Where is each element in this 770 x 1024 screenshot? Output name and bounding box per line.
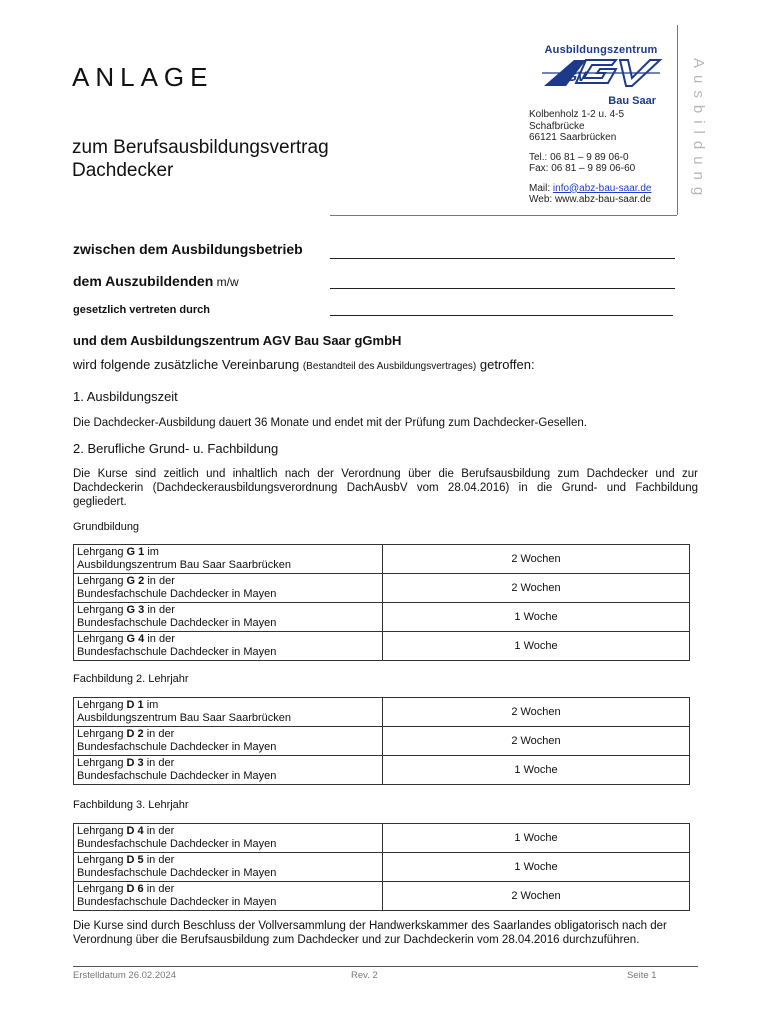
course-post: in der xyxy=(143,757,175,769)
course-pre: Lehrgang xyxy=(77,604,127,616)
section2-heading: 2. Berufliche Grund- u. Fachbildung xyxy=(73,441,279,456)
course-code: D 1 xyxy=(126,699,144,711)
course-duration: 2 Wochen xyxy=(383,574,690,603)
intro-a: wird folgende zusätzliche Vereinbarung xyxy=(73,357,303,372)
course-pre: Lehrgang xyxy=(77,546,127,558)
course-code: D 5 xyxy=(126,854,144,866)
course-duration: 2 Wochen xyxy=(383,545,690,574)
course-code: G 3 xyxy=(126,604,145,616)
address-mail-line xyxy=(529,183,651,195)
table-row xyxy=(74,853,690,882)
course-pre: Lehrgang xyxy=(77,728,127,740)
table-row xyxy=(74,545,690,574)
address-city: 66121 Saarbrücken xyxy=(529,132,617,143)
course-place: Bundesfachschule Dachdecker in Mayen xyxy=(77,867,277,879)
address-tel: Tel.: 06 81 – 9 89 06-0 xyxy=(529,151,629,163)
course-cell xyxy=(74,545,383,574)
course-place: Bundesfachschule Dachdecker in Mayen xyxy=(77,646,277,658)
subtitle-line-1: zum Berufsausbildungsvertrag xyxy=(72,137,329,158)
closing-text: Die Kurse sind durch Beschluss der Vollversammlung der Handwerkskammer des Saarlandes obligatorisch nach der Verordnung über die Berufsausbildung zum Dachdecker und zur Dachdeckerin vom 28.04.2016 durchzuführen. xyxy=(73,920,667,946)
course-code: D 4 xyxy=(126,825,144,837)
table-row xyxy=(74,727,690,756)
address-block xyxy=(529,109,651,206)
course-place: Bundesfachschule Dachdecker in Mayen xyxy=(77,896,277,908)
intro-b: (Bestandteil des Ausbildungsvertrages) xyxy=(302,361,477,372)
table-row xyxy=(74,603,690,632)
course-cell xyxy=(74,698,383,727)
course-title xyxy=(77,604,379,617)
agv-logo xyxy=(536,44,666,107)
subtitle-line-2: Dachdecker xyxy=(72,160,174,181)
intro-c: getroffen: xyxy=(476,357,535,372)
fach3-table xyxy=(73,823,690,911)
course-duration: 2 Wochen xyxy=(383,698,690,727)
course-post: in der xyxy=(143,883,175,895)
course-place: Ausbildungszentrum Bau Saar Saarbrücken xyxy=(77,559,292,571)
grundbildung-table xyxy=(73,544,690,661)
section2-text: Die Kurse sind zeitlich und inhaltlich nach der Verordnung über die Berufsausbildung zum Dachdecker und zur Dachdeckerin (Dachdeckerausbildungsverordnung DachAusbV vom 28.04.2016) in die Grund- und Fachbildung gegliedert. xyxy=(73,468,698,508)
course-post: in der xyxy=(143,825,175,837)
fach2-label: Fachbildung 2. Lehrjahr xyxy=(73,673,189,685)
party-betrieb-label: zwischen dem Ausbildungsbetrieb xyxy=(73,241,303,257)
vertreten-label: gesetzlich vertreten durch xyxy=(73,304,210,316)
table-row xyxy=(74,698,690,727)
agreement-intro xyxy=(73,357,535,372)
course-cell xyxy=(74,853,383,882)
course-place: Bundesfachschule Dachdecker in Mayen xyxy=(77,617,277,629)
course-title xyxy=(77,575,379,588)
course-pre: Lehrgang xyxy=(77,825,127,837)
course-post: in der xyxy=(143,728,175,740)
betrieb-fill-line[interactable] xyxy=(330,258,675,259)
course-cell xyxy=(74,632,383,661)
course-duration: 1 Woche xyxy=(383,853,690,882)
course-place: Bundesfachschule Dachdecker in Mayen xyxy=(77,741,277,753)
course-title xyxy=(77,757,379,770)
course-post: in der xyxy=(143,854,175,866)
course-pre: Lehrgang xyxy=(77,699,127,711)
course-duration: 2 Wochen xyxy=(383,882,690,911)
footer-page: Seite 1 xyxy=(627,970,657,981)
course-pre: Lehrgang xyxy=(77,575,127,587)
footer-divider xyxy=(73,966,698,967)
course-cell xyxy=(74,824,383,853)
course-title xyxy=(77,546,379,559)
footer-date: Erstelldatum 26.02.2024 xyxy=(73,970,176,981)
course-pre: Lehrgang xyxy=(77,757,127,769)
course-cell xyxy=(74,882,383,911)
course-duration: 1 Woche xyxy=(383,824,690,853)
course-duration: 1 Woche xyxy=(383,603,690,632)
course-place: Bundesfachschule Dachdecker in Mayen xyxy=(77,838,277,850)
course-code: D 6 xyxy=(126,883,144,895)
mail-link[interactable]: info@abz-bau-saar.de xyxy=(552,182,652,194)
course-duration: 1 Woche xyxy=(383,756,690,785)
document-title: ANLAGE xyxy=(72,62,214,92)
course-duration: 2 Wochen xyxy=(383,727,690,756)
course-cell xyxy=(74,756,383,785)
header-horizontal-divider xyxy=(330,215,677,216)
course-place: Bundesfachschule Dachdecker in Mayen xyxy=(77,770,277,782)
azubi-text: dem Auszubildenden xyxy=(73,273,214,289)
course-place: Bundesfachschule Dachdecker in Mayen xyxy=(77,588,277,600)
agv-logo-mark xyxy=(536,56,666,90)
course-post: im xyxy=(143,699,159,711)
course-code: G 2 xyxy=(126,575,145,587)
course-code: G 1 xyxy=(126,546,145,558)
course-title xyxy=(77,728,379,741)
zentrum-label: und dem Ausbildungszentrum AGV Bau Saar gGmbH xyxy=(73,333,402,348)
course-post: in der xyxy=(144,575,175,587)
section1-heading: 1. Ausbildungszeit xyxy=(73,389,178,404)
logo-bottom-text: Bau Saar xyxy=(608,95,656,107)
grundbildung-label: Grundbildung xyxy=(73,521,140,533)
vertreten-fill-line[interactable] xyxy=(330,315,673,316)
table-row xyxy=(74,574,690,603)
course-title xyxy=(77,825,379,838)
party-azubi-label xyxy=(73,273,239,289)
course-title xyxy=(77,633,379,646)
address-fax: Fax: 06 81 – 9 89 06-60 xyxy=(529,163,636,174)
fach3-label: Fachbildung 3. Lehrjahr xyxy=(73,799,189,811)
course-pre: Lehrgang xyxy=(77,633,127,645)
table-row xyxy=(74,824,690,853)
header-vertical-divider xyxy=(677,25,678,215)
mail-label: Mail: xyxy=(529,182,553,194)
course-place: Ausbildungszentrum Bau Saar Saarbrücken xyxy=(77,712,292,724)
address-street: Kolbenholz 1-2 u. 4-5 xyxy=(529,109,625,120)
azubi-gender: m/w xyxy=(213,275,239,289)
azubi-fill-line[interactable] xyxy=(330,288,675,289)
course-post: in der xyxy=(144,633,175,645)
logo-top-text: Ausbildungszentrum xyxy=(544,44,658,56)
course-code: D 2 xyxy=(126,728,144,740)
logo-mark-text: AGV xyxy=(556,68,587,84)
course-cell xyxy=(74,727,383,756)
fach2-table xyxy=(73,697,690,785)
table-row xyxy=(74,632,690,661)
footer-revision: Rev. 2 xyxy=(351,970,378,981)
document-subtitle xyxy=(72,136,329,182)
course-cell xyxy=(74,574,383,603)
course-post: in der xyxy=(144,604,175,616)
table-row xyxy=(74,756,690,785)
table-row xyxy=(74,882,690,911)
address-district: Schafbrücke xyxy=(529,120,585,132)
course-code: D 3 xyxy=(126,757,144,769)
address-web: Web: www.abz-bau-saar.de xyxy=(529,194,652,205)
course-title xyxy=(77,699,379,712)
course-duration: 1 Woche xyxy=(383,632,690,661)
course-title xyxy=(77,854,379,867)
course-cell xyxy=(74,603,383,632)
vertical-side-text: Ausbildung xyxy=(690,58,707,203)
course-post: im xyxy=(144,546,159,558)
course-pre: Lehrgang xyxy=(77,883,127,895)
section1-text: Die Dachdecker-Ausbildung dauert 36 Monate und endet mit der Prüfung zum Dachdecker-Gesellen. xyxy=(73,417,587,429)
course-code: G 4 xyxy=(126,633,145,645)
course-pre: Lehrgang xyxy=(77,854,127,866)
course-title xyxy=(77,883,379,896)
